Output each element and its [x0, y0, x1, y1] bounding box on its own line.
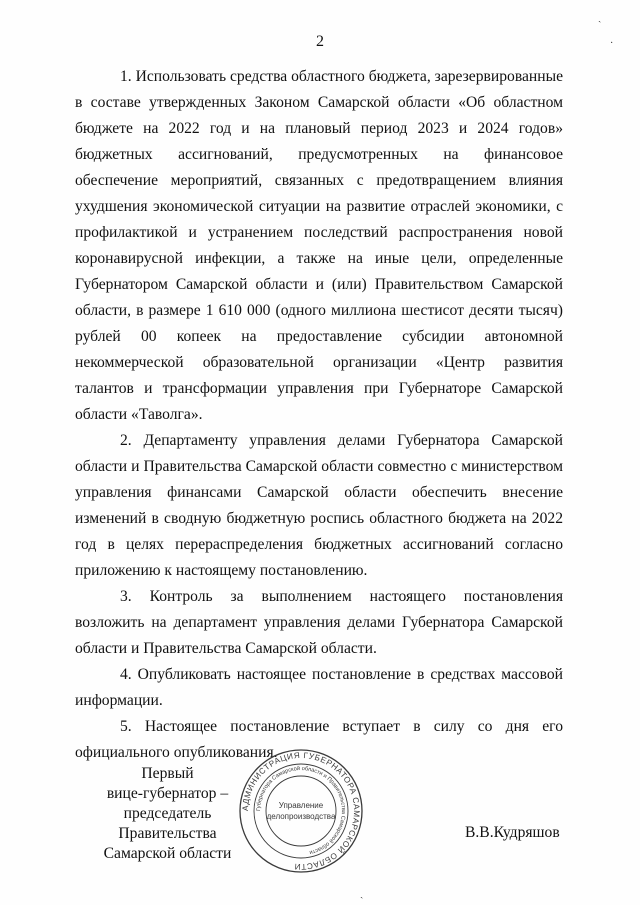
scan-speck: ·: [610, 38, 614, 49]
signature-title-block: [85, 764, 250, 864]
scan-speck: ˏ: [360, 888, 364, 899]
stamp-outer-text: АДМИНИСТРАЦИЯ ГУБЕРНАТОРА САМАРСКОЙ ОБЛАСТИ: [240, 750, 362, 872]
page-number: 2: [316, 33, 324, 50]
paragraph-5: 5. Настоящее постановление вступает в силу со дня его официального опубликования.: [75, 718, 563, 761]
signature-title-line-1: Первый: [141, 765, 194, 782]
signature-title-line-4: Самарской области: [103, 845, 232, 862]
svg-text:Губернатора Самарской области: [256, 765, 346, 855]
stamp-inner-text: Губернатора Самарской области и Правительства Самарской области: [255, 765, 347, 856]
document-body: [75, 64, 563, 766]
paragraph-2: 2. Департаменту управления делами Губернатора Самарской области и Правительства Самарской области совместно с министерством управления финансами Самарской области обеспечить внесение изменений в сводную бюджетную роспись областного бюджета на 2022 год в целях перераспределения бюджетных ассигнований согласно приложению к настоящему постановлению.: [75, 432, 563, 579]
signature-title-line-2: вице-губернатор –: [106, 785, 229, 802]
scan-speck: ˎ: [598, 12, 602, 23]
paragraph-4: 4. Опубликовать настоящее постановление в средствах массовой информации.: [75, 666, 563, 709]
paragraph-3: 3. Контроль за выполнением настоящего постановления возложить на департамент управления делами Губернатора Самарской области и Правительства Самарской области.: [75, 588, 563, 657]
stamp-center-line-1: Управление: [278, 801, 324, 810]
signer-name: В.В.Кудряшов: [465, 824, 560, 841]
official-stamp: [238, 748, 364, 874]
stamp-seal-icon: [238, 748, 364, 874]
stamp-center-line-2: делопроизводства: [266, 812, 336, 821]
signature-title-line-3: председатель Правительства: [118, 805, 217, 842]
paragraph-1: 1. Использовать средства областного бюджета, зарезервированные в составе утвержденных Законом Самарской области «Об областном бюджете на 2022 год и на плановый период 2023 и 2024 годов» бюджетных ассигнований, предусмотренных на финансовое обеспечение мероприятий, связанных с предотвращением влияния ухудшения экономической ситуации на развитие отраслей экономики, с профилактикой и устранением последствий распространения новой коронавирусной инфекции, а также на иные цели, определенные Губернатором Самарской области и (или) Правительством Самарской области, в размере 1 610 000 (одного миллиона шестисот десяти тысяч) рублей 00 копеек на предоставление субсидии автономной некоммерческой образовательной организации «Центр развития талантов и трансформации управления при Губернаторе Самарской области «Таволга».: [75, 68, 563, 423]
